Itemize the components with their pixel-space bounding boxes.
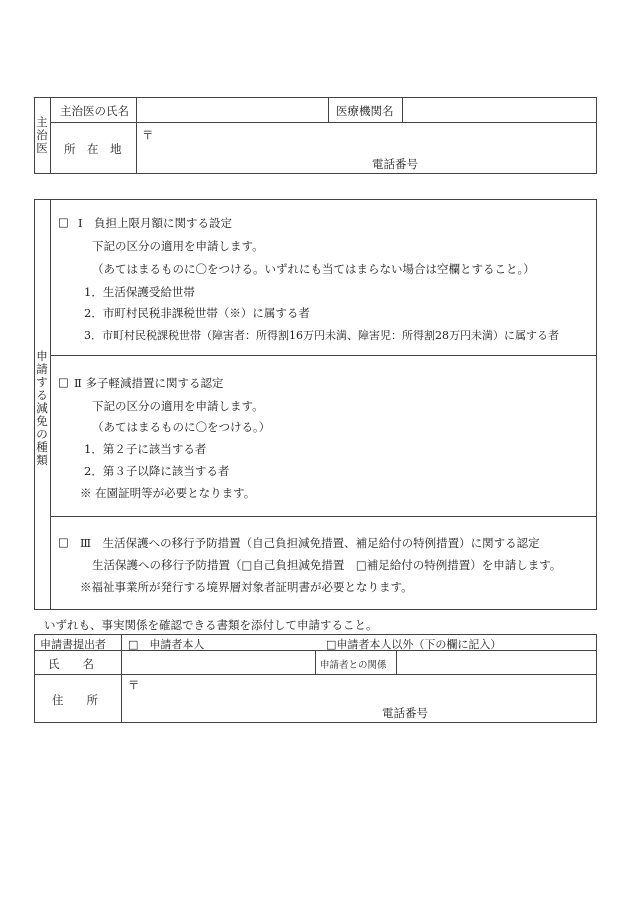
section2-item-2[interactable]: 2．第３子以降に該当する者 (84, 464, 230, 478)
submitter-name-label: 氏 名 (48, 657, 94, 671)
doctor-address-label: 所 在 地 (64, 142, 122, 156)
doctor-side-label: 主 治 医 (36, 115, 48, 155)
submitter-option-self[interactable]: □ 申請者本人 (128, 638, 205, 651)
postal-mark: 〒 (128, 678, 140, 692)
section1-item-2[interactable]: 2．市町村民税非課税世帯（※）に属する者 (84, 306, 310, 320)
section1-line2: （あてはまるものに〇をつける。いずれにも当てはまらない場合は空欄とすること。） (92, 262, 535, 276)
relation-field[interactable] (402, 655, 592, 671)
section1-item-1[interactable]: 1．生活保護受給世帯 (84, 285, 195, 299)
section1-item-3[interactable]: 3．市町村民税課税世帯（障害者：所得割16万円未満、障害児：所得割28万円未満）に属する者 (84, 329, 559, 342)
doctor-name-label: 主治医の氏名 (60, 104, 129, 118)
section2-line1: 下記の区分の適用を申請します。 (92, 399, 264, 413)
submitter-address-field[interactable] (128, 677, 592, 719)
doctor-name-field[interactable] (142, 103, 322, 117)
submitter-phone-label: 電話番号 (382, 706, 428, 720)
section2-note: ※ 在園証明等が必要となります。 (80, 486, 256, 500)
postal-mark: 〒 (142, 128, 154, 142)
section3-checkbox[interactable]: □ (58, 535, 69, 549)
section2-item-1[interactable]: 1．第２子に該当する者 (84, 442, 207, 456)
institution-field[interactable] (408, 103, 592, 117)
section2-checkbox[interactable]: □ (58, 375, 69, 389)
submitter-address-label: 住 所 (52, 693, 98, 707)
relation-label: 申請者との関係 (320, 660, 387, 671)
attachment-notice: いずれも、事実関係を確認できる書類を添付して申請すること。 (44, 618, 378, 632)
section2-title: Ⅱ 多子軽減措置に関する認定 (74, 376, 224, 390)
section2-line2: （あてはまるものに〇をつける。） (92, 420, 271, 434)
section3-title: Ⅲ 生活保護への移行予防措置（自己負担減免措置、補足給付の特例措置）に関する認定 (80, 536, 540, 550)
section3-note: ※福祉事業所が発行する境界層対象者証明書が必要となります。 (80, 580, 413, 594)
submitter-option-other[interactable]: □申請者本人以外（下の欄に記入） (326, 638, 502, 651)
doctor-address-field[interactable] (142, 127, 592, 171)
section1-line1: 下記の区分の適用を申請します。 (92, 239, 264, 253)
submitter-name-field[interactable] (126, 655, 310, 671)
institution-label: 医療機関名 (336, 104, 394, 118)
section1-title: Ⅰ 負担上限月額に関する設定 (78, 216, 233, 230)
doctor-phone-label: 電話番号 (372, 157, 418, 171)
reduction-side-label: 申 請 す る 減 免 の 種 類 (36, 349, 48, 467)
section1-checkbox[interactable]: □ (58, 215, 69, 229)
submitter-label: 申請書提出者 (40, 638, 106, 651)
section3-line1[interactable]: 生活保護への移行予防措置（□自己負担減免措置 □補足給付の特例措置）を申請します。 (92, 558, 562, 572)
